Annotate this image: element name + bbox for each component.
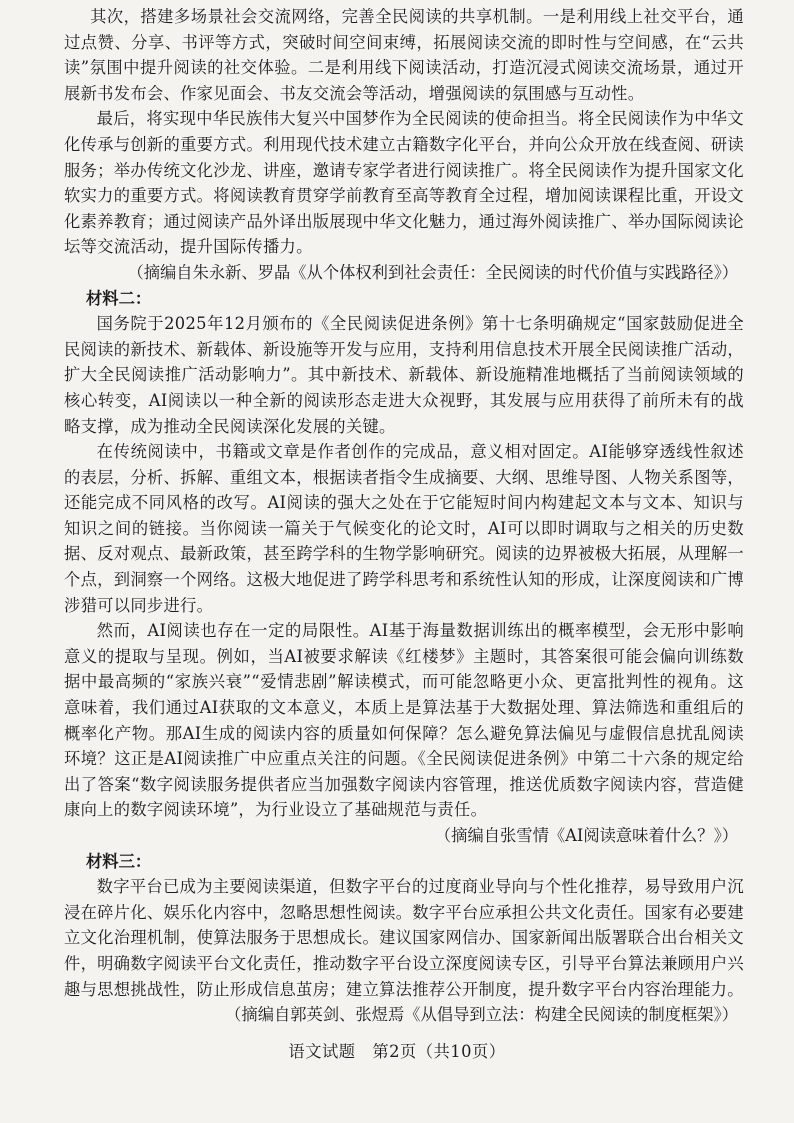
page-footer: 语文试题 第2页（共10页） [288,1042,506,1061]
paragraph-2: 最后，将实现中华民族伟大复兴中国梦作为全民阅读的使命担当。将全民阅读作为中华文化传承与创新的重要方式。利用现代技术建立古籍数字化平台，并向公众开放在线查阅、研读服务；举办传统文化沙龙、讲座，邀请专家学者进行阅读推广。将全民阅读作为提升国家文化软实力的重要方式。将阅读教育贯穿学前教育至高等教育全过程，增加阅读课程比重，开设文化素养教育；通过阅读产品外译出版展现中华文化魅力，通过海外阅读推广、举办国际阅读论坛等交流活动，提升国际传播力。 [64,109,744,257]
paragraph-3: 国务院于2025年12月颁布的《全民阅读促进条例》第十七条明确规定“国家鼓励促进全民阅读的新技术、新载体、新设施等开发与应用，支持利用信息技术开展全民阅读推广活动，扩大全民阅读推广活动影响力”。其中新技术、新载体、新设施精准地概括了当前阅读领域的核心转变，AI阅读以一种全新的阅读形态走进大众视野，其发展与应用获得了前所未有的战略支撑，成为推动全民阅读深化发展的关键。 [64,314,744,436]
paragraph-6: 数字平台已成为主要阅读渠道，但数字平台的过度商业导向与个性化推荐，易导致用户沉浸在碎片化、娱乐化内容中，忽略思想性阅读。数字平台应承担公共文化责任。国家有必要建立文化治理机制，使算法服务于思想成长。建议国家网信办、国家新闻出版署联合出台相关文件，明确数字阅读平台文化责任，推动数字平台设立深度阅读专区，引导平台算法兼顾用户兴趣与思想挑战性，防止形成信息茧房；建立算法推荐公开制度，提升数字平台内容治理能力。 [64,877,744,999]
source-citation-2: （摘编自张雪情《AI阅读意味着什么？》） [434,826,738,845]
source-citation-3: （摘编自郭英剑、张煜焉《从倡导到立法：构建全民阅读的制度框架》） [225,1005,738,1025]
paragraph-5: 然而，AI阅读也存在一定的局限性。AI基于海量数据训练出的概率模型，会无形中影响意义的提取与呈现。例如，当AI被要求解读《红楼梦》主题时，其答案很可能会偏向训练数据中最高频的“家族兴衰”“爱情悲剧”解读模式，而可能忽略更小众、更富批判性的视角。这意味着，我们通过AI获取的文本意义，本质上是算法基于大数据处理、算法筛选和重组后的概率化产物。那AI生成的阅读内容的质量如何保障？怎么避免算法偏见与虚假信息扰乱阅读环境？这正是AI阅读推广中应重点关注的问题。《全民阅读促进条例》中第二十六条的规定给出了答案“数字阅读服务提供者应当加强数字阅读内容管理，推送优质数字阅读内容，营造健康向上的数字阅读环境”，为行业设立了基础规范与责任。 [64,621,744,820]
material-3-heading: 材料三： [86,851,152,871]
paragraph-1: 其次，搭建多场景社会交流网络，完善全民阅读的共享机制。一是利用线上社交平台，通过点赞、分享、书评等方式，突破时间空间束缚，拓展阅读交流的即时性与空间感，在“云共读”氛围中提升阅读的社交体验。二是利用线下阅读活动，打造沉浸式阅读交流场景，通过开展新书发布会、作家见面会、书友交流会等活动，增强阅读的氛围感与互动性。 [64,7,744,103]
paragraph-4: 在传统阅读中，书籍或文章是作者创作的完成品，意义相对固定。AI能够穿透线性叙述的表层，分析、拆解、重组文本，根据读者指令生成摘要、大纲、思维导图、人物关系图等，还能完成不同风格的改写。AI阅读的强大之处在于它能短时间内构建起文本与文本、知识与知识之间的链接。当你阅读一篇关于气候变化的论文时，AI可以即时调取与之相关的历史数据、反对观点、最新政策，甚至跨学科的生物学影响研究。阅读的边界被极大拓展，从理解一个点，到洞察一个网络。这极大地促进了跨学科思考和系统性认知的形成，让深度阅读和广博涉猎可以同步进行。 [64,442,744,615]
source-citation-1: （摘编自朱永新、罗晶《从个体权利到社会责任：全民阅读的时代价值与实践路径》） [127,262,738,282]
material-2-heading: 材料二： [86,288,152,308]
